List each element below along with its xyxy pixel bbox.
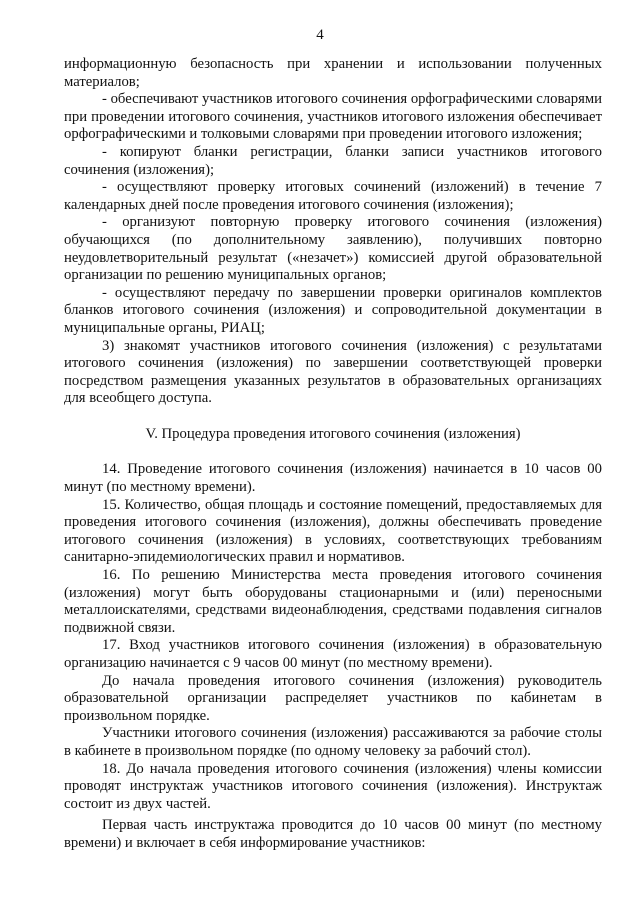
- page-number: 4: [316, 27, 324, 43]
- list-item: - осуществляют проверку итоговых сочинений (изложений) в течение 7 календарных дней после проведения итогового сочинения (изложения);: [64, 179, 602, 213]
- paragraph: информационную безопасность при хранении и использовании полученных материалов;: [64, 56, 602, 90]
- document-body: [64, 56, 602, 853]
- paragraph: До начала проведения итогового сочинения (изложения) руководитель образовательной организации распределяет участников по кабинетам в произвольном порядке.: [64, 672, 602, 724]
- list-item: 3) знакомят участников итогового сочинения (изложения) с результатами итогового сочинения (изложения) по завершении соответствующей проверки посредством размещения указанных результатов в образовательных организациях для всеобщего доступа.: [64, 337, 602, 407]
- paragraph: Участники итогового сочинения (изложения) рассаживаются за рабочие столы в кабинете в произвольном порядке (по одному человеку за рабочий стол).: [64, 725, 602, 759]
- list-item: - копируют бланки регистрации, бланки записи участников итогового сочинения (изложения);: [64, 143, 602, 178]
- paragraph: 15. Количество, общая площадь и состояние помещений, предоставляемых для проведения итогового сочинения (изложения), должны обеспечивать проведение итогового сочинения (изложения) в условиях, соответствующих требованиям санитарно-эпидемиологических правил и нормативов.: [64, 496, 602, 566]
- paragraph: 17. Вход участников итогового сочинения (изложения) в образовательную организацию начинается с 9 часов 00 минут (по местному времени).: [64, 637, 602, 671]
- list-item: - обеспечивают участников итогового сочинения орфографическими словарями при проведении итогового сочинения, участников итогового изложения обеспечивает орфографическими и толковыми словарями при проведении итогового изложения;: [64, 91, 602, 143]
- paragraph: 18. До начала проведения итогового сочинения (изложения) члены комиссии проводят инструктаж участников итогового сочинения (изложения). Инструктаж состоит из двух частей.: [64, 760, 602, 812]
- list-item: - организуют повторную проверку итогового сочинения (изложения) обучающихся (по дополнительному заявлению), получивших повторно неудовлетворительный результат («незачет») комиссией другой образовательной организации по решению муниципальных органов;: [64, 214, 602, 284]
- section-heading: V. Процедура проведения итогового сочинения (изложения): [145, 425, 521, 442]
- paragraph: 16. По решению Министерства места проведения итогового сочинения (изложения) могут быть оборудованы стационарными и (или) переносными металлоискателями, средствами видеонаблюдения, средствами подавления сигналов подвижной связи.: [64, 567, 602, 636]
- paragraph: Первая часть инструктажа проводится до 10 часов 00 минут (по местному времени) и включает в себя информирование участников:: [64, 817, 602, 851]
- paragraph: 14. Проведение итогового сочинения (изложения) начинается в 10 часов 00 минут (по местному времени).: [64, 461, 602, 496]
- list-item: - осуществляют передачу по завершении проверки оригиналов комплектов бланков итогового сочинения (изложения) и сопроводительной документации в муниципальные органы, РИАЦ;: [64, 284, 602, 336]
